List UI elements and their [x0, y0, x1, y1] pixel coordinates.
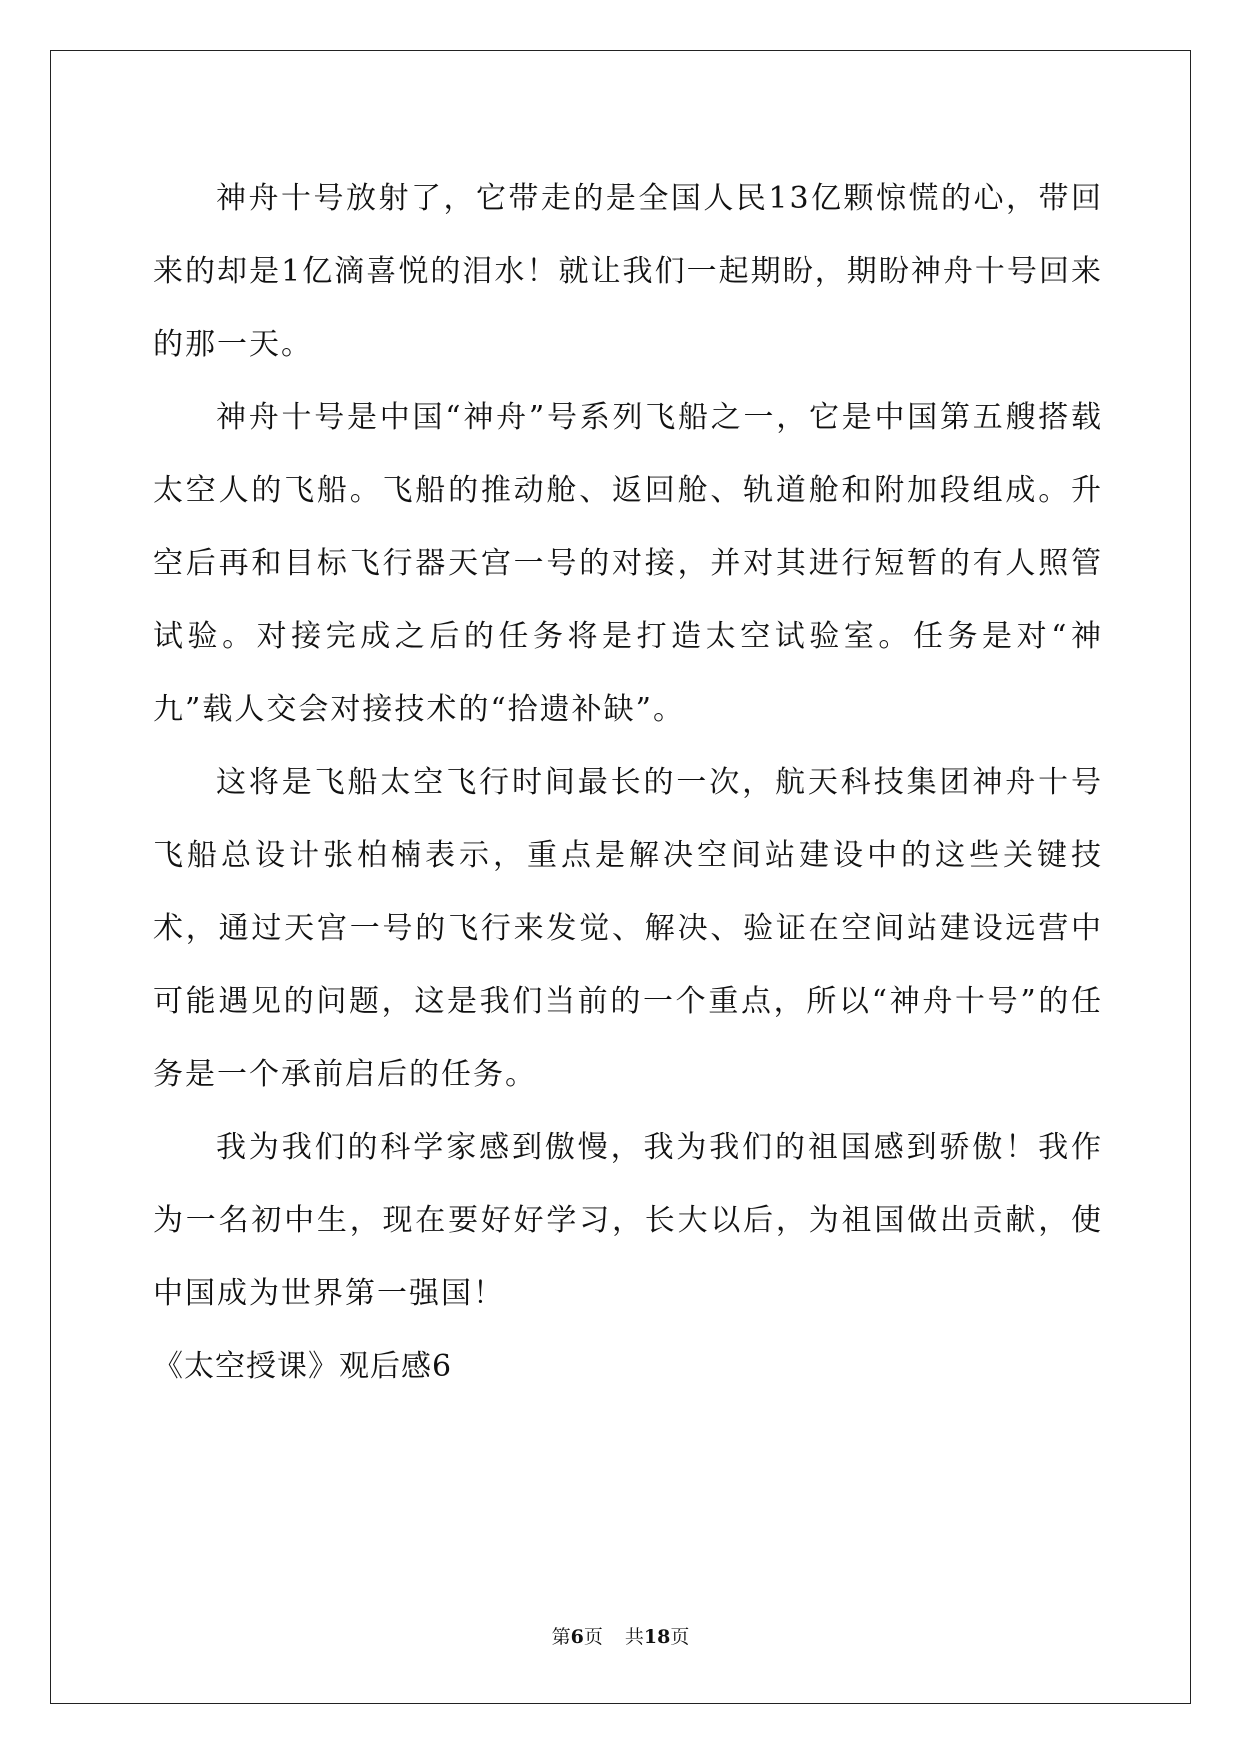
paragraph-1: 神舟十号放射了，它带走的是全国人民13亿颗惊慌的心，带回来的却是1亿滴喜悦的泪水！就让我们一起期盼，期盼神舟十号回来的那一天。	[153, 181, 1103, 362]
section-title: 《太空授课》观后感6	[153, 1349, 453, 1384]
page-footer	[0, 1625, 1241, 1649]
footer-page-suffix: 页	[583, 1626, 603, 1648]
document-body	[153, 162, 1103, 1403]
footer-total-suffix: 页	[670, 1626, 690, 1648]
paragraph-3: 这将是飞船太空飞行时间最长的一次，航天科技集团神舟十号飞船总设计张柏楠表示，重点是解决空间站建设中的这些关键技术，通过天宫一号的飞行来发觉、解决、验证在空间站建设远营中可能遇见的问题，这是我们当前的一个重点，所以“神舟十号”的任务是一个承前启后的任务。	[153, 765, 1103, 1092]
footer-page-number: 6	[570, 1626, 584, 1648]
paragraph-2: 神舟十号是中国“神舟”号系列飞船之一，它是中国第五艘搭载太空人的飞船。飞船的推动舱、返回舱、轨道舱和附加段组成。升空后再和目标飞行器天宫一号的对接，并对其进行短暂的有人照管试验。对接完成之后的任务将是打造太空试验室。任务是对“神九”载人交会对接技术的“拾遗补缺”。	[153, 400, 1103, 727]
footer-total-pages: 18	[643, 1626, 671, 1648]
footer-total-prefix: 共	[624, 1626, 644, 1648]
paragraph-4: 我为我们的科学家感到傲慢，我为我们的祖国感到骄傲！我作为一名初中生，现在要好好学习，长大以后，为祖国做出贡献，使中国成为世界第一强国！	[153, 1130, 1103, 1311]
footer-page-prefix: 第	[551, 1626, 571, 1648]
